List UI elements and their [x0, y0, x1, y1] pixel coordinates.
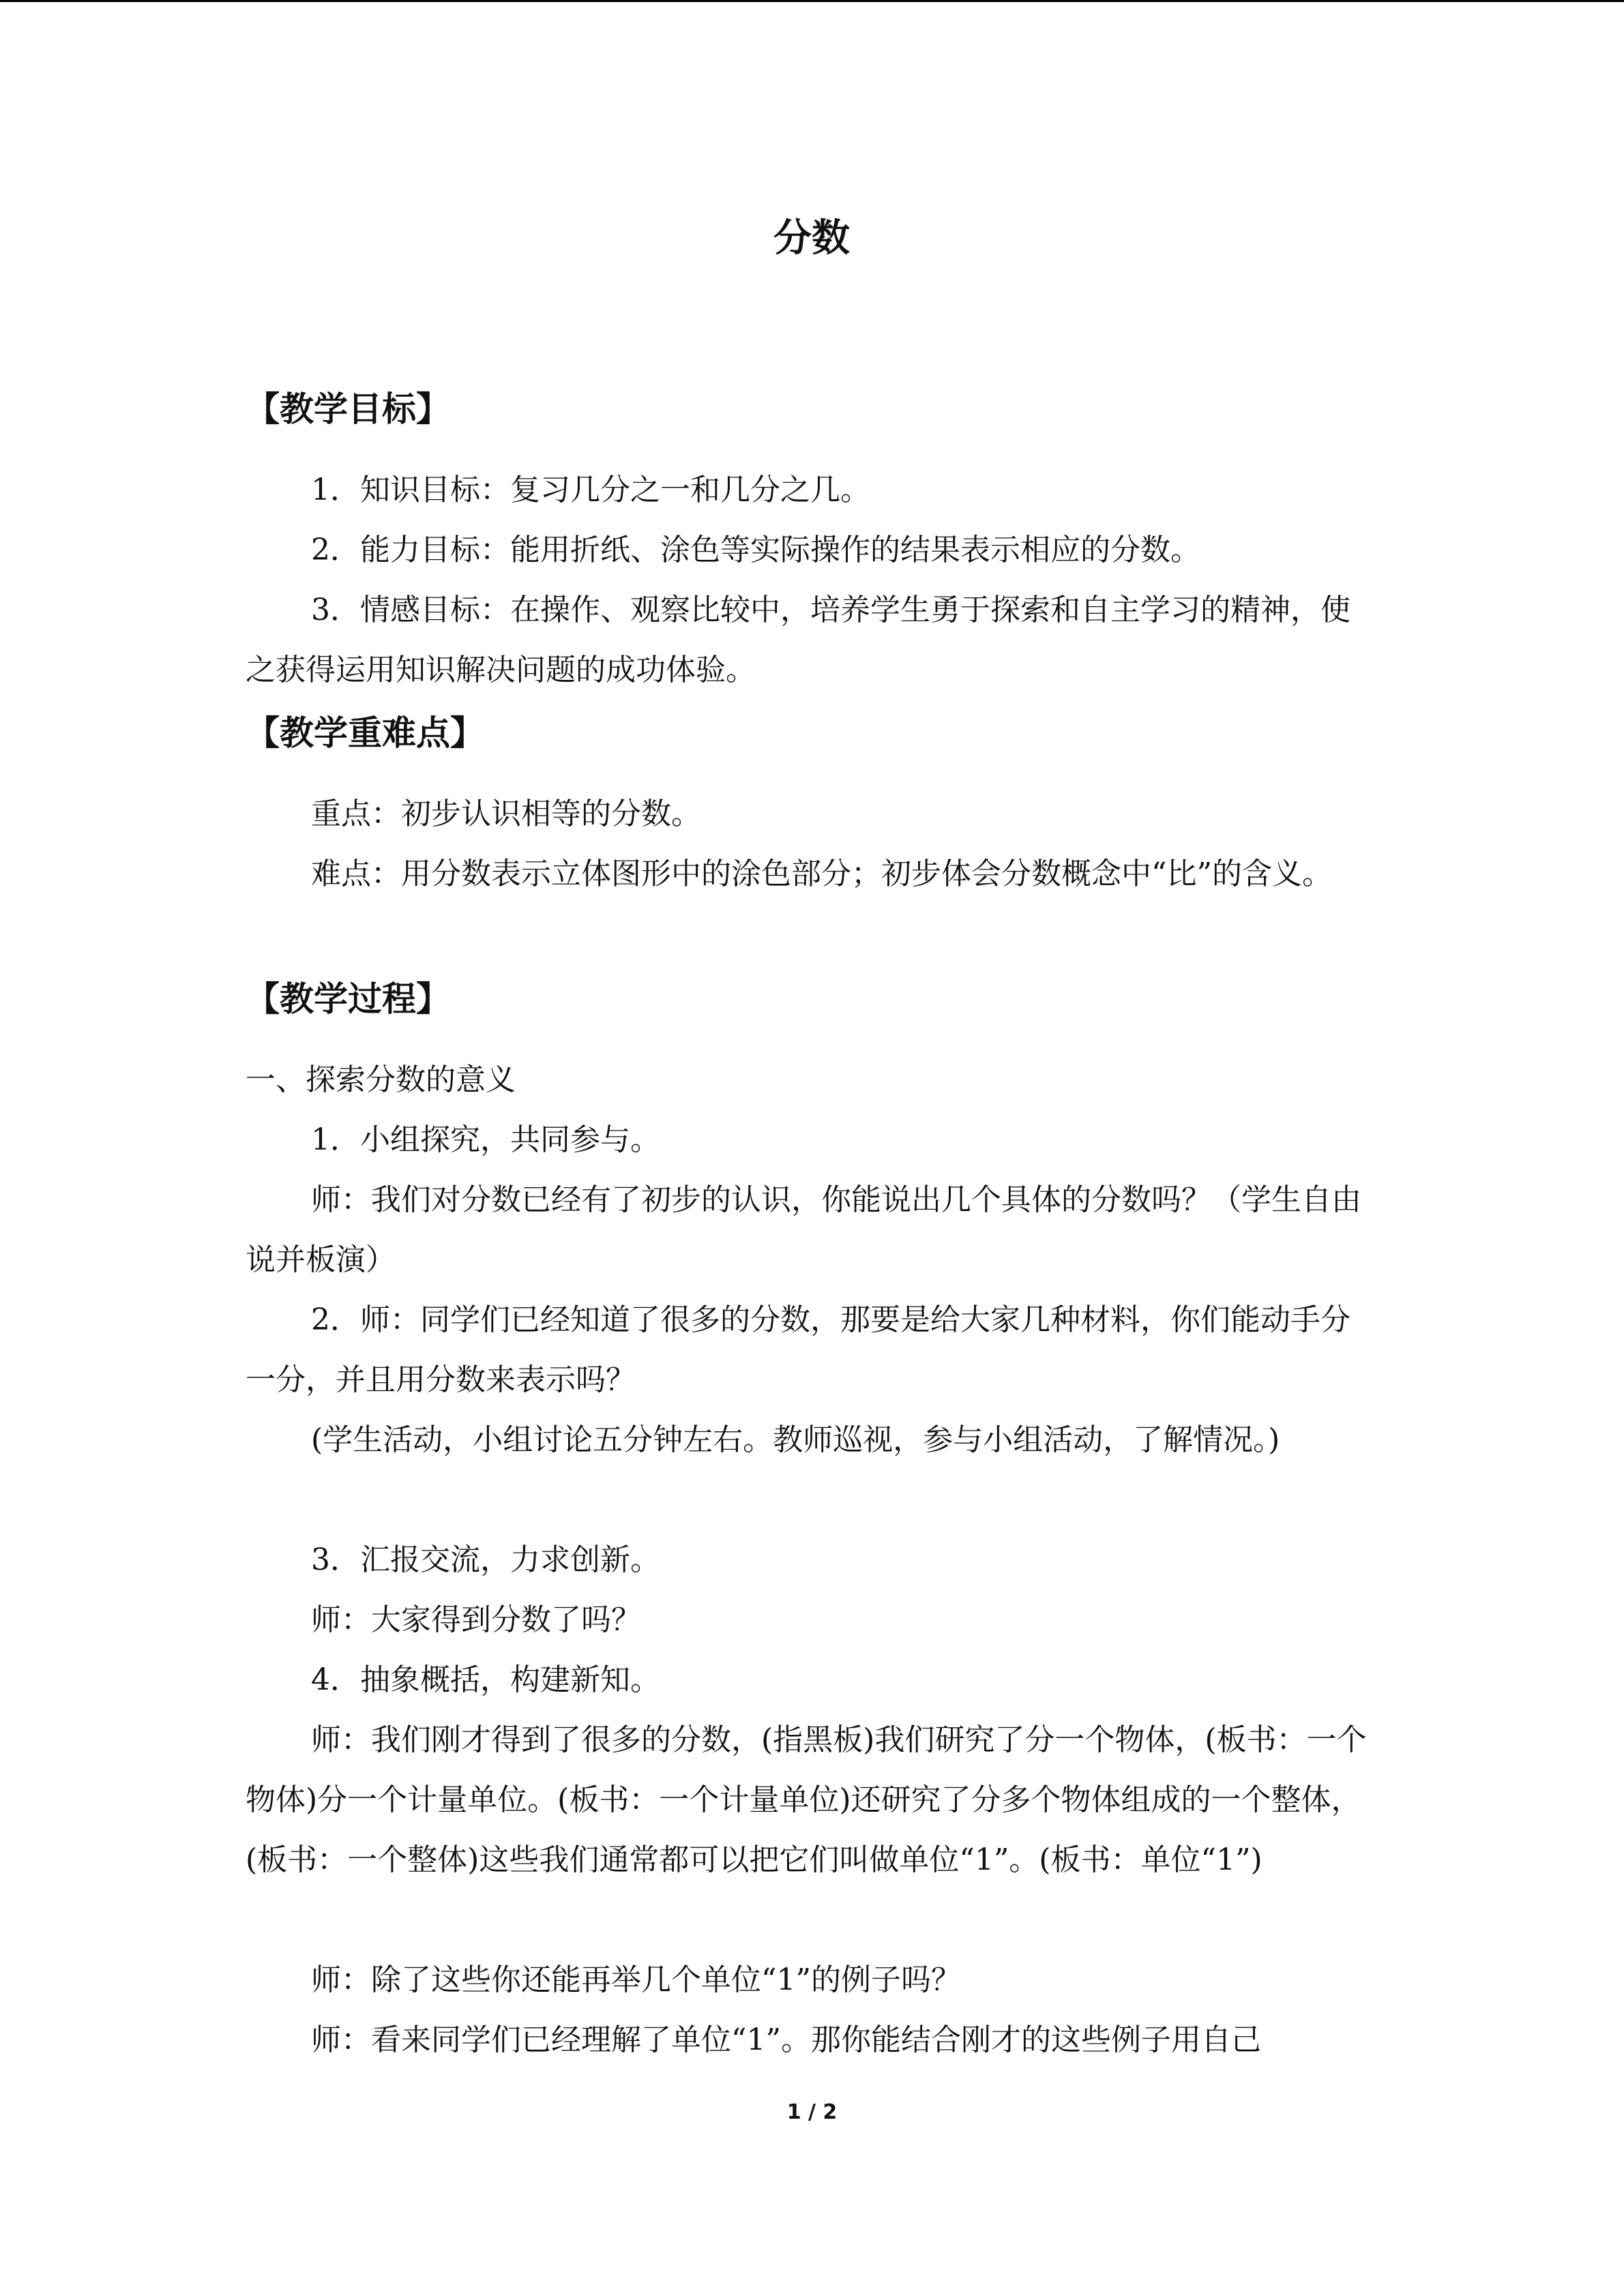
goal-item-1: 1．知识目标：复习几分之一和几分之几。: [311, 473, 870, 507]
process-paragraph-5: 3．汇报交流，力求创新。: [311, 1542, 660, 1577]
process-paragraph-10: 师：看来同学们已经理解了单位“1”。那你能结合刚才的这些例子用自己: [311, 2023, 1261, 2057]
process-paragraph-4: (学生活动，小组讨论五分钟左右。教师巡视，参与小组活动，了解情况。): [311, 1422, 1280, 1457]
section-heading-goals: 【教学目标】: [246, 389, 450, 429]
section-heading-key-points: 【教学重难点】: [246, 713, 484, 753]
goal-item-3: 3．情感目标：在操作、观察比较中，培养学生勇于探索和自主学习的精神，使之获得运用知识解决问题的成功体验。: [246, 593, 1350, 687]
page-top-border: [0, 0, 1624, 2]
document-title: 分数: [773, 216, 850, 260]
page-number: 1 / 2: [786, 2100, 838, 2124]
process-paragraph-8: 师：我们刚才得到了很多的分数，(指黑板)我们研究了分一个物体，(板书：一个物体)分一个计量单位。(板书：一个计量单位)还研究了分多个物体组成的一个整体，(板书：一个整体)这些我们通常都可以把它们叫做单位“1”。(板书：单位“1”): [246, 1723, 1367, 1877]
goal-item-2: 2．能力目标：能用折纸、涂色等实际操作的结果表示相应的分数。: [311, 533, 1200, 567]
key-point-focus: 重点：初步认识相等的分数。: [311, 796, 701, 831]
process-paragraph-7: 4．抽象概括，构建新知。: [311, 1663, 660, 1697]
key-point-difficulty: 难点：用分数表示立体图形中的涂色部分；初步体会分数概念中“比”的含义。: [311, 856, 1332, 891]
process-paragraph-1: 1．小组探究，共同参与。: [311, 1122, 660, 1157]
process-paragraph-6: 师：大家得到分数了吗？: [311, 1602, 641, 1637]
process-paragraph-9: 师：除了这些你还能再举几个单位“1”的例子吗？: [311, 1963, 961, 1997]
process-paragraph-3: 2．师：同学们已经知道了很多的分数，那要是给大家几种材料，你们能动手分一分，并且用分数来表示吗？: [246, 1302, 1350, 1397]
process-paragraph-2: 师：我们对分数已经有了初步的认识，你能说出几个具体的分数吗？（学生自由说并板演）: [246, 1182, 1361, 1277]
process-part-title: 一、探索分数的意义: [246, 1062, 516, 1097]
section-heading-process: 【教学过程】: [246, 979, 450, 1019]
